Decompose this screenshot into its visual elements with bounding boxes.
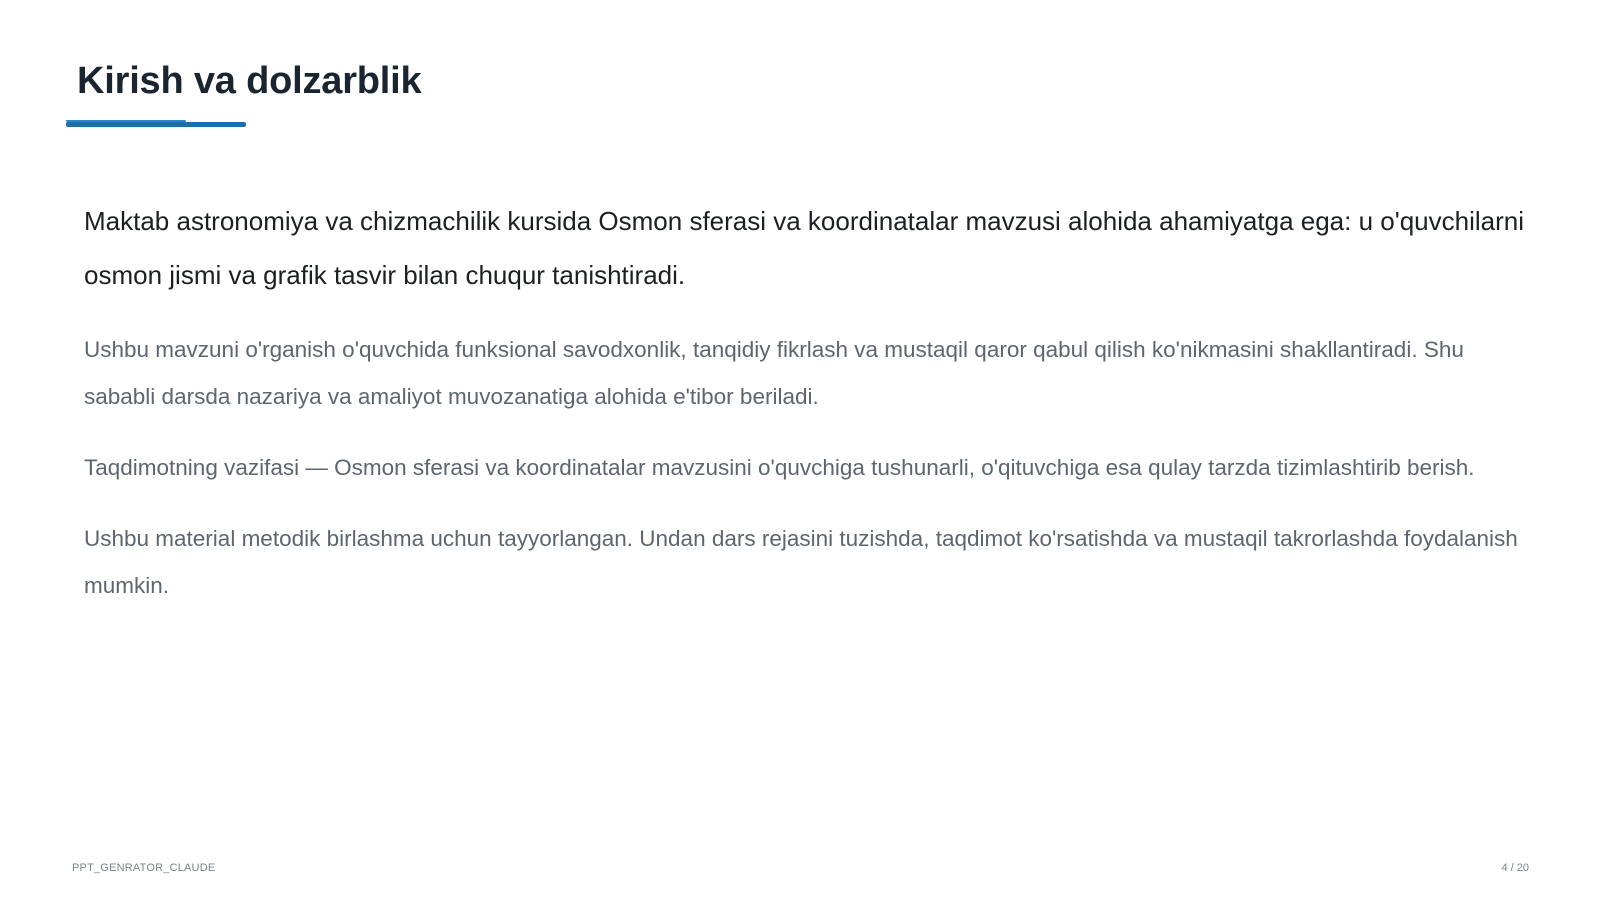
slide-content — [84, 194, 1524, 633]
lead-paragraph: Maktab astronomiya va chizmachilik kursida Osmon sferasi va koordinatalar mavzusi alohida ahamiyatga ega: u o'quvchilarni osmon jismi va grafik tasvir bilan chuqur tanishtiradi. — [84, 206, 1524, 290]
footer-brand: PPT_GENRATOR_CLAUDE — [72, 862, 216, 874]
page-indicator: 4 / 20 — [1501, 862, 1529, 874]
body-paragraph-3: Ushbu material metodik birlashma uchun tayyorlangan. Undan dars rejasini tuzishda, taqdimot ko'rsatishda va mustaqil takrorlashda foydalanish mumkin. — [84, 526, 1518, 598]
body-paragraph-1: Ushbu mavzuni o'rganish o'quvchida funksional savodxonlik, tanqidiy fikrlash va mustaqil qaror qabul qilish ko'nikmasini shakllantiradi. Shu sababli darsda nazariya va amaliyot muvozanatiga alohida e'tibor beriladi. — [84, 337, 1464, 409]
slide-title: Kirish va dolzarblik — [77, 60, 422, 102]
body-paragraph-2: Taqdimotning vazifasi — Osmon sferasi va koordinatalar mavzusini o'quvchiga tushunarli, o'qituvchiga esa qulay tarzda tizimlashtirib berish. — [84, 455, 1475, 480]
title-underline — [66, 122, 246, 127]
